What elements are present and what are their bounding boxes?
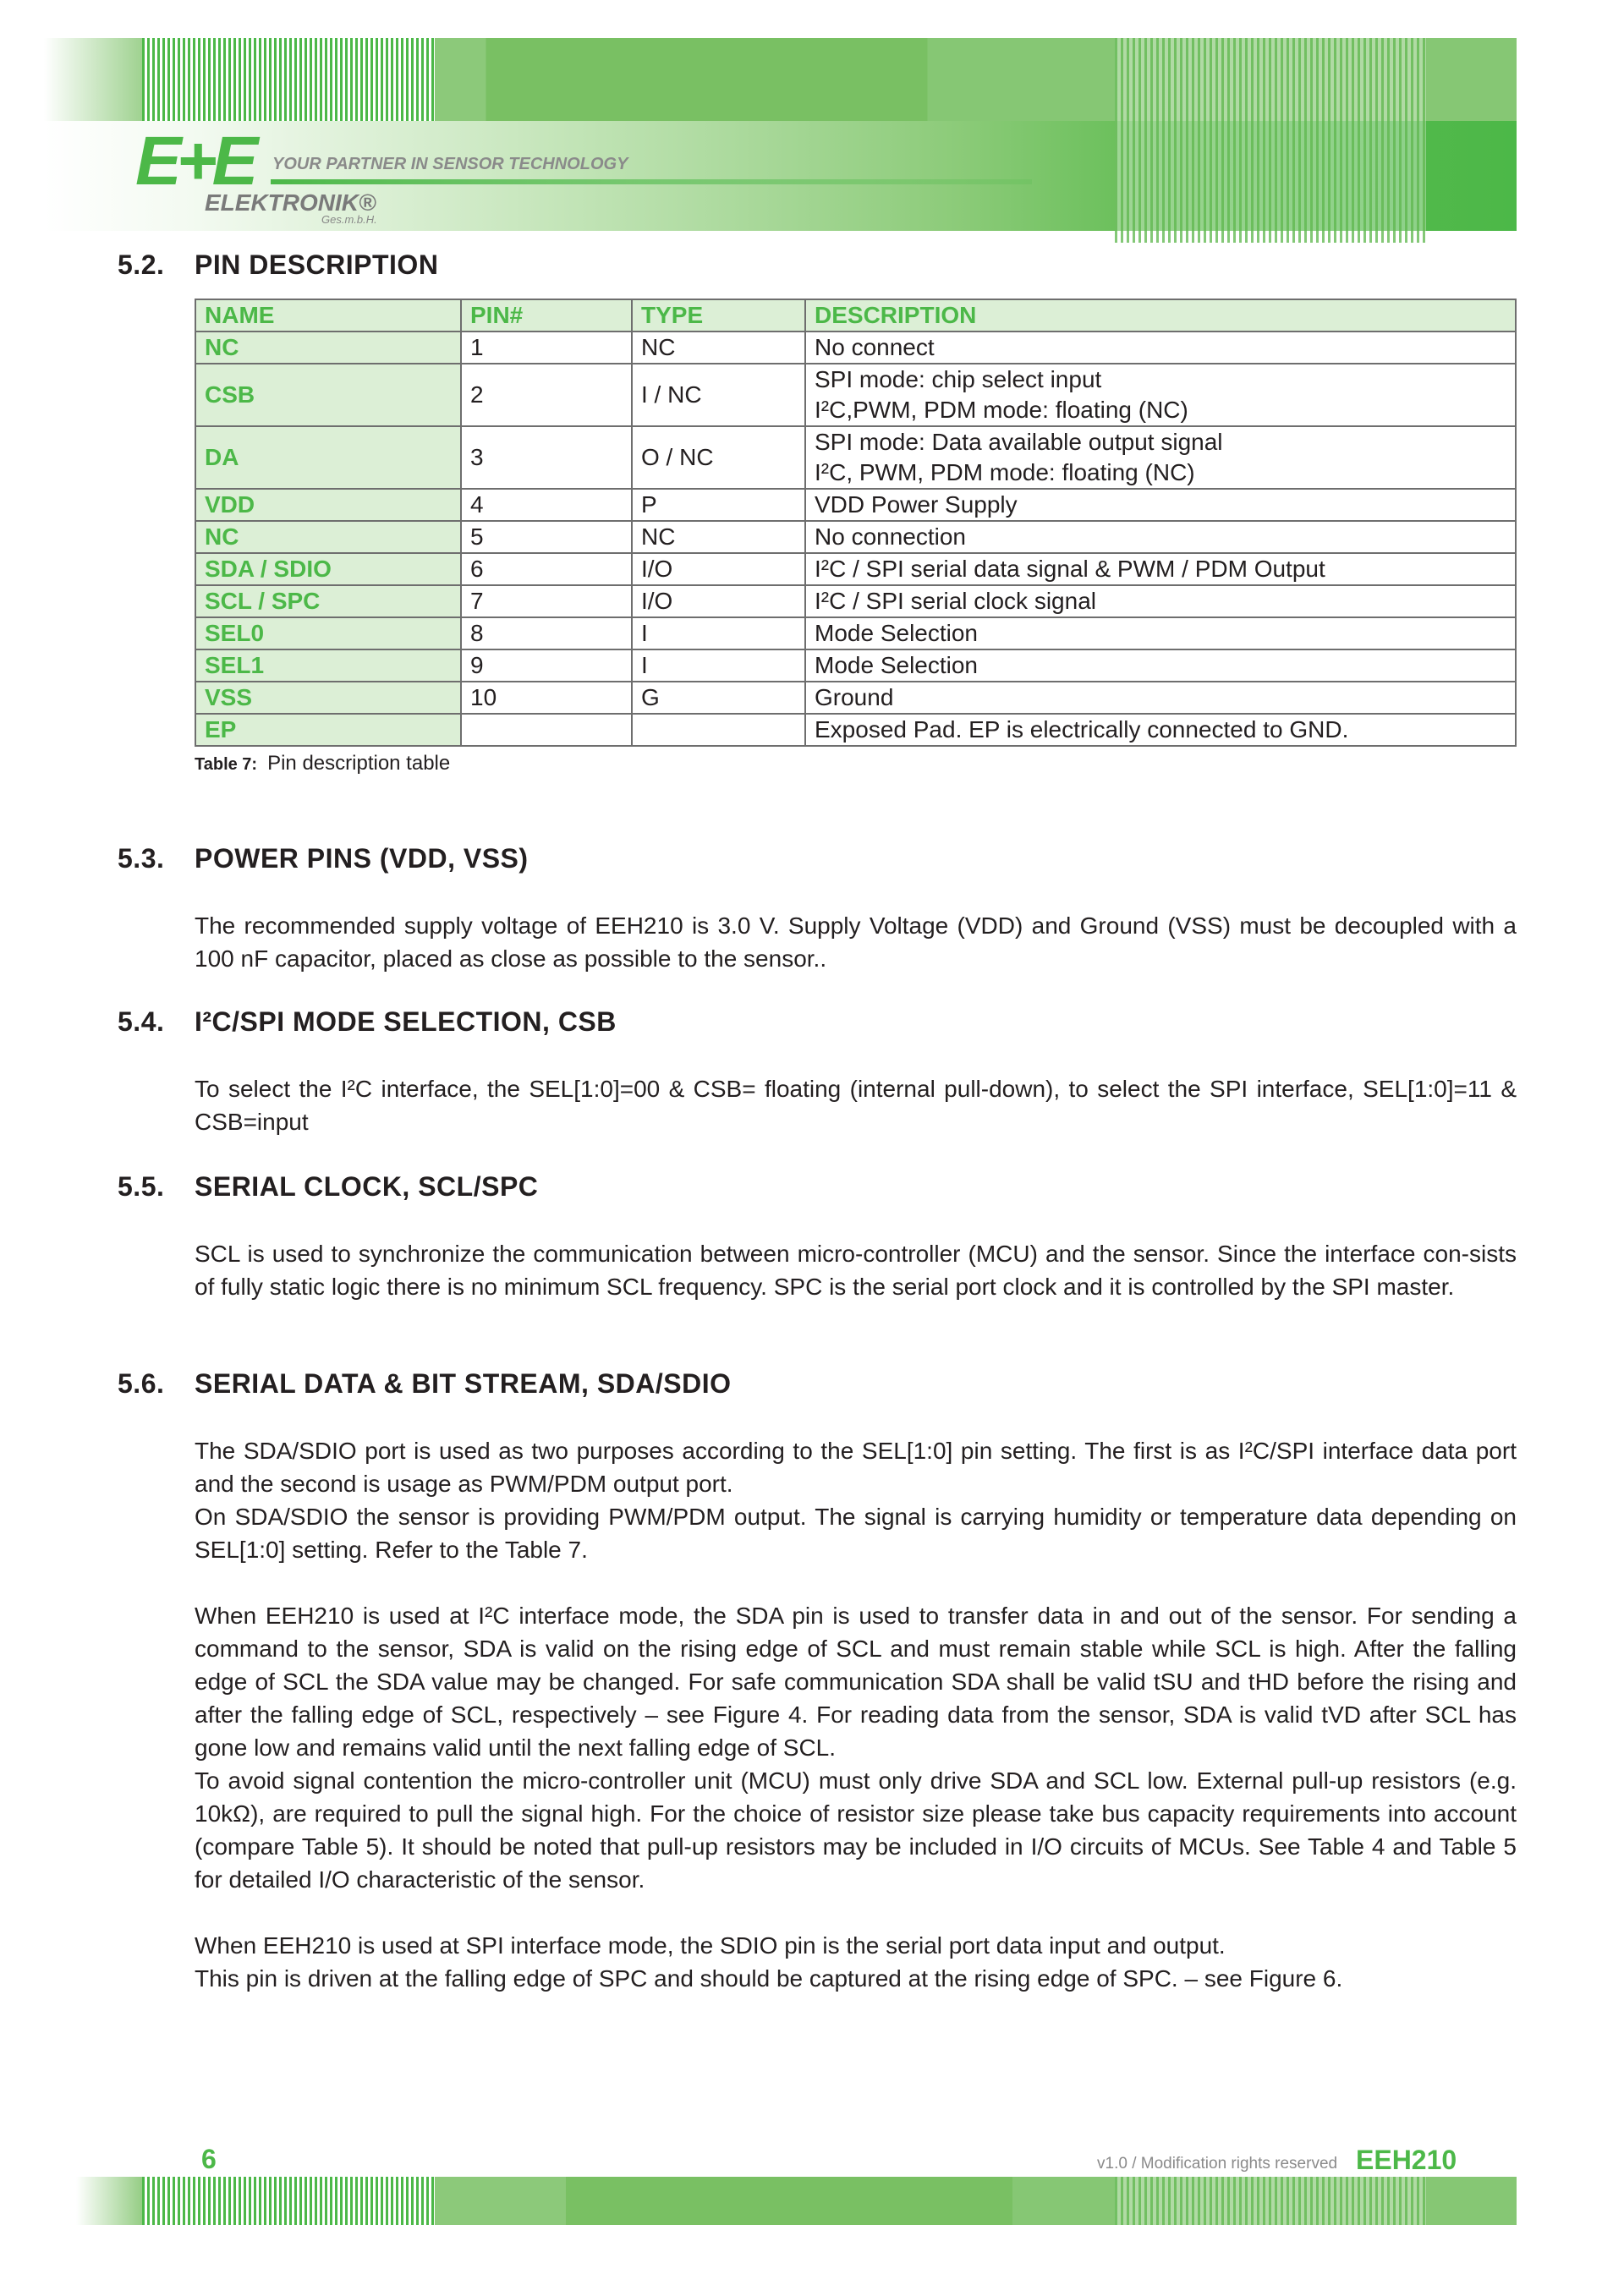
column-header: DESCRIPTION [805,299,1516,332]
table-row [195,585,1516,617]
section-heading-5-3 [118,843,529,874]
logo-company: ELEKTRONIK® [205,189,376,216]
paragraph: On SDA/SDIO the sensor is providing PWM/PDM output. The signal is carrying humidity or temperature data depending on SEL[1:0] setting. Refer to the Table 7. [195,1504,1517,1563]
section-heading-5-5 [118,1171,538,1203]
section-number: 5.5. [118,1171,165,1202]
pin-description-table [195,299,1517,747]
table-row [195,649,1516,682]
pin-type: I [632,617,805,649]
header-stripes [142,38,435,121]
pin-name: SEL0 [195,617,461,649]
pin-type: I / NC [632,364,805,426]
column-header: NAME [195,299,461,332]
description-line: I²C,PWM, PDM mode: floating (NC) [815,397,1188,423]
pin-name: NC [195,521,461,553]
table-row [195,364,1516,426]
caption-text: Pin description table [267,752,451,775]
pin-type: I/O [632,585,805,617]
paragraph: To avoid signal contention the micro-controller unit (MCU) must only drive SDA and SCL low. External pull-up resistors (e.g. 10kΩ), are required to pull the signal high. For the choice of resistor size please take bus capacity requirements into account (compare Table 5). It should be noted that pull-up resistors may be included in I/O circuits of MCUs. See Table 4 and Table 5 for detailed I/O characteristic of the sensor. [195,1767,1517,1893]
pin-name: VDD [195,489,461,521]
table-caption [195,752,450,775]
pin-type: P [632,489,805,521]
pin-name: VSS [195,682,461,714]
pin-description [805,332,1516,364]
paragraph: When EEH210 is used at I²C interface mode, the SDA pin is used to transfer data in and out of the sensor. For sending a command to the sensor, SDA is valid on the rising edge of SCL and must remain stable while SCL is high. After the falling edge of SCL the SDA value may be changed. For safe communication SDA shall be valid tSU and tHD before the rising and after the falling edge of SCL, respectively – see Figure 4. For reading data from the sensor, SDA is valid tVD after SCL has gone low and remains valid until the next falling edge of SCL. [195,1603,1517,1761]
pin-description [805,649,1516,682]
table-row [195,489,1516,521]
table-row [195,521,1516,553]
description-line: I²C / SPI serial clock signal [815,588,1096,614]
pin-number: 4 [461,489,632,521]
description-line: Mode Selection [815,652,979,678]
pin-type [632,714,805,746]
pin-description [805,489,1516,521]
logo-mark: E+E [135,123,254,200]
column-header: PIN# [461,299,632,332]
pin-description [805,682,1516,714]
section-title: SERIAL DATA & BIT STREAM, SDA/SDIO [195,1368,732,1399]
pin-number: 1 [461,332,632,364]
pin-type: O / NC [632,426,805,489]
table-row [195,714,1516,746]
description-line: I²C / SPI serial data signal & PWM / PDM Output [815,556,1325,582]
pin-number: 10 [461,682,632,714]
pin-number: 5 [461,521,632,553]
section-number: 5.2. [118,249,165,280]
description-line: I²C, PWM, PDM mode: floating (NC) [815,459,1195,485]
paragraph: This pin is driven at the falling edge of SPC and should be captured at the rising edge of SPC. – see Figure 6. [195,1965,1343,1992]
section-number: 5.6. [118,1368,165,1399]
table-row [195,332,1516,364]
pin-name: EP [195,714,461,746]
pin-type: I [632,649,805,682]
paragraph: When EEH210 is used at SPI interface mode, the SDIO pin is the serial port data input and output. [195,1932,1226,1959]
pin-name: SEL1 [195,649,461,682]
description-line: VDD Power Supply [815,491,1018,518]
pin-name: DA [195,426,461,489]
description-line: Exposed Pad. EP is electrically connected to GND. [815,716,1349,743]
section-5-6-body [195,1434,1517,1995]
logo-tagline: YOUR PARTNER IN SENSOR TECHNOLOGY [272,155,628,173]
footer-stripes [1115,2177,1426,2225]
footer-note: v1.0 / Modification rights reserved [1097,2155,1338,2173]
pin-number [461,714,632,746]
description-line: No connect [815,334,935,360]
section-number: 5.4. [118,1006,165,1037]
description-line: Mode Selection [815,620,979,646]
pin-type: NC [632,332,805,364]
logo-company-sub: Ges.m.b.H. [321,213,377,226]
paragraph: The recommended supply voltage of EEH210 is 3.0 V. Supply Voltage (VDD) and Ground (VSS) must be decoupled with a 100 nF capacitor, placed as close as possible to the sensor.. [195,912,1517,972]
section-heading-5-6 [118,1368,732,1400]
pin-number: 3 [461,426,632,489]
section-number: 5.3. [118,843,165,874]
description-line: SPI mode: chip select input [815,366,1102,392]
table-row [195,617,1516,649]
table-row [195,682,1516,714]
column-header: TYPE [632,299,805,332]
footer-stripes [142,2177,435,2225]
footer-product: EEH210 [1356,2145,1457,2175]
pin-number: 7 [461,585,632,617]
section-title: PIN DESCRIPTION [195,249,439,280]
pin-description [805,617,1516,649]
pin-number: 8 [461,617,632,649]
description-line: SPI mode: Data available output signal [815,429,1223,455]
pin-name: CSB [195,364,461,426]
paragraph: To select the I²C interface, the SEL[1:0]=00 & CSB= floating (internal pull-down), to select the SPI interface, SEL[1:0]=11 & CSB=input [195,1076,1517,1135]
section-title: I²C/SPI MODE SELECTION, CSB [195,1006,617,1037]
pin-name: NC [195,332,461,364]
pin-description [805,364,1516,426]
logo-underline [271,179,1032,184]
pin-description [805,714,1516,746]
pin-name: SDA / SDIO [195,553,461,585]
table-row [195,553,1516,585]
pin-description [805,585,1516,617]
pin-number: 6 [461,553,632,585]
pin-description [805,426,1516,489]
pin-type: NC [632,521,805,553]
section-heading-5-2 [118,249,438,281]
pin-number: 2 [461,364,632,426]
table-row [195,426,1516,489]
description-line: Ground [815,684,894,710]
header-stripes [1115,38,1426,243]
pin-type: G [632,682,805,714]
section-heading-5-4 [118,1006,617,1038]
pin-description [805,553,1516,585]
table-header-row [195,299,1516,332]
caption-label: Table 7: [195,755,258,774]
pin-type: I/O [632,553,805,585]
pin-name: SCL / SPC [195,585,461,617]
paragraph: SCL is used to synchronize the communication between micro-controller (MCU) and the sensor. Since the interface con-sists of fully static logic there is no minimum SCL frequency. SPC is the serial port clock and it is controlled by the SPI master. [195,1241,1517,1300]
pin-description [805,521,1516,553]
page-number: 6 [201,2144,217,2174]
section-title: SERIAL CLOCK, SCL/SPC [195,1171,539,1202]
section-title: POWER PINS (VDD, VSS) [195,843,529,874]
pin-number: 9 [461,649,632,682]
description-line: No connection [815,523,967,550]
paragraph: The SDA/SDIO port is used as two purposes according to the SEL[1:0] pin setting. The first is as I²C/SPI interface data port and the second is usage as PWM/PDM output port. [195,1438,1517,1497]
